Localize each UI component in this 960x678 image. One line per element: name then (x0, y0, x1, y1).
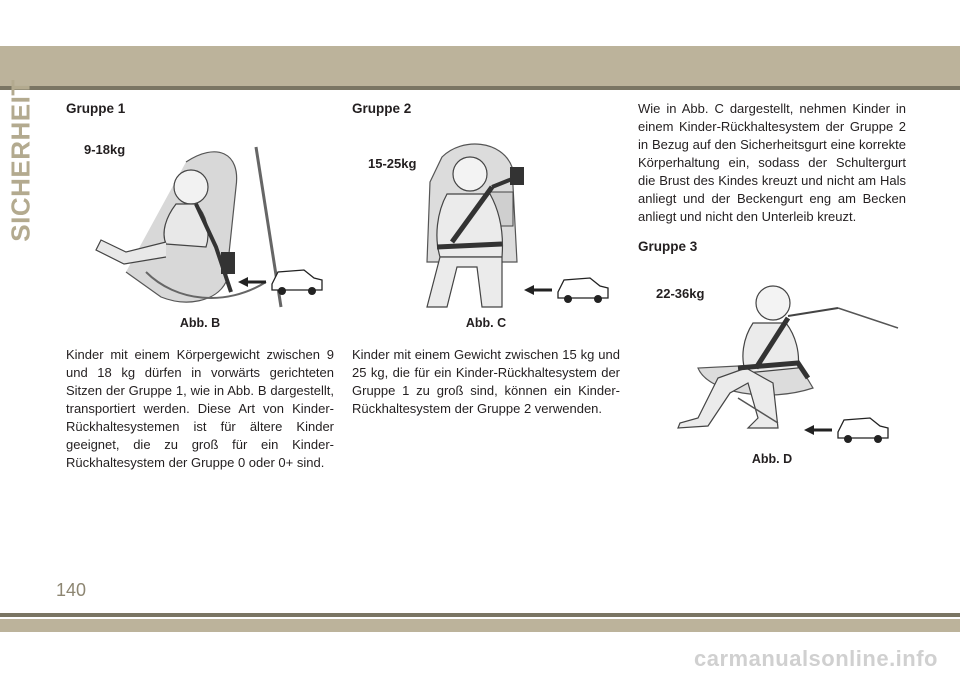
child-seat-forward-illustration (66, 132, 334, 312)
figure-c-weight: 15-25kg (368, 156, 417, 171)
figure-d (638, 268, 906, 468)
footer-rule (0, 613, 960, 617)
booster-seat-illustration (352, 132, 620, 312)
figure-c (352, 132, 620, 332)
header-rule (0, 86, 960, 90)
booster-cushion-illustration (638, 268, 906, 448)
side-tab-label: SICHERHEIT (5, 78, 36, 242)
side-tab (5, 78, 36, 242)
header-band (0, 46, 960, 86)
figure-d-caption: Abb. D (751, 452, 793, 466)
column-gruppe-1 (66, 100, 334, 472)
paragraph-gruppe-1: Kinder mit einem Körpergewicht zwischen 9 und 18 kg dürfen in vorwärts gerichteten Sitzen der Gruppe 1, wie in Abb. B dargestellt, transportiert werden. Diese Art von Kinder-Rückhaltesystemen ist für ältere Kinder geeignet, die zu groß für ein Kinder-Rückhaltesystem der Gruppe 0 oder 0+ sind. (66, 347, 334, 470)
figure-c-caption: Abb. C (465, 316, 507, 330)
page-number: 140 (56, 580, 87, 600)
figure-b (66, 132, 334, 332)
figure-b-caption: Abb. B (179, 316, 221, 330)
column-gruppe-3 (638, 100, 906, 468)
paragraph-belt-position: Wie in Abb. C dargestellt, nehmen Kinder in einem Kinder-Rückhaltesystem der Gruppe 2 in Bezug auf den Sicherheitsgurt eine korrekte Körperhaltung ein, sodass der Schultergurt die Brust des Kindes kreuzt und nicht am Hals anliegt und der Beckengurt eng am Becken anliegt und nicht den Unterleib kreuzt. (638, 101, 906, 224)
paragraph-gruppe-2: Kinder mit einem Gewicht zwischen 15 kg und 25 kg, die für ein Kinder-Rückhaltesystem der Gruppe 1 zu groß sind, können ein Kinder-Rückhaltesystem der Gruppe 2 verwenden. (352, 347, 620, 416)
heading-gruppe-3: Gruppe 3 (638, 239, 698, 254)
footer-band (0, 619, 960, 632)
heading-gruppe-2: Gruppe 2 (352, 101, 412, 116)
column-gruppe-2 (352, 100, 620, 418)
figure-d-weight: 22-36kg (656, 286, 705, 301)
watermark: carmanualsonline.info (694, 646, 938, 671)
figure-b-weight: 9-18kg (84, 142, 126, 157)
heading-gruppe-1: Gruppe 1 (66, 101, 126, 116)
top-margin (0, 0, 960, 44)
